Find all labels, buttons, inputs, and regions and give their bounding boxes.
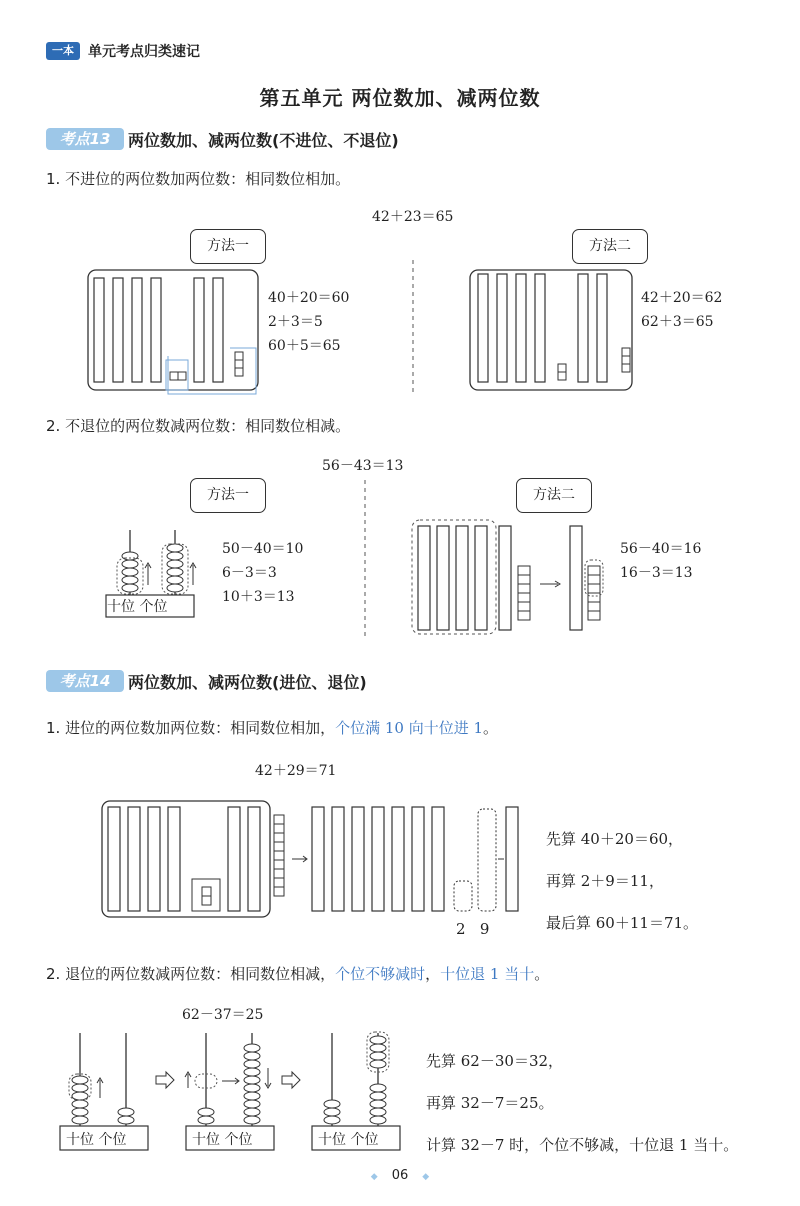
step: 56－40＝16: [620, 541, 702, 557]
brand-logo: 一本: [46, 42, 80, 60]
kaodian14-badge: 考点14: [46, 670, 124, 692]
kaodian14-title: 两位数加、减两位数(进位、退位): [128, 673, 367, 692]
text: 2. 退位的两位数减两位数：相同数位相减，: [46, 965, 336, 983]
k13-item2-equation: 56－43＝13: [322, 458, 404, 474]
k13-item1-equation: 42＋23＝65: [372, 209, 454, 225]
step: 计算 32－7 时，个位不够减，十位退 1 当十。: [426, 1136, 739, 1154]
text: ，: [425, 965, 441, 983]
k14-digits: 2 9: [456, 920, 490, 938]
method1-ten-rods: [94, 278, 223, 382]
k13-abacus-label: 十位 个位: [107, 599, 168, 615]
k14-item1-steps: [546, 818, 698, 944]
step: 50－40＝10: [222, 541, 304, 557]
method2-frame: [470, 270, 632, 390]
k13-item1-method1-label: 方法一: [190, 229, 266, 264]
step: 最后算 60＋11＝71。: [546, 914, 699, 932]
step: 42＋20＝62: [641, 290, 723, 306]
k13-item1-method2-steps: [641, 286, 722, 334]
step: 2＋3＝5: [268, 314, 323, 330]
k13-item2-method2-label: 方法二: [516, 478, 592, 513]
step: 6－3＝3: [222, 565, 277, 581]
k14-item2-steps: [426, 1040, 738, 1166]
highlight: 十位退 1 当十: [440, 965, 535, 983]
header-title: 单元考点归类速记: [88, 44, 200, 60]
page-number-text: 06: [391, 1168, 409, 1183]
step: 先算 62－30＝32，: [426, 1052, 564, 1070]
method2-unit-cubes: [558, 348, 630, 380]
k13-item1-text: 1. 不进位的两位数加两位数：相同数位相加。: [46, 170, 351, 188]
kaodian13-badge: 考点13: [46, 128, 124, 150]
step: 先算 40＋20＝60，: [546, 830, 684, 848]
step: 62＋3＝65: [641, 314, 714, 330]
k14-item1-diagram: [96, 795, 536, 925]
k14-item2-text: [46, 963, 549, 984]
method2-ten-rods: [478, 274, 607, 382]
text: 。: [534, 965, 550, 983]
k14-abacus-label-2: 十位 个位: [192, 1132, 253, 1148]
k13-item2-method1-label: 方法一: [190, 478, 266, 513]
k14-item2-equation: 62－37＝25: [182, 1007, 264, 1023]
k13-item1-method1-steps: [268, 286, 349, 358]
decor-icon: ◆: [370, 1172, 378, 1182]
method1-unit-cubes: [170, 352, 243, 380]
k14-abacus-label-3: 十位 个位: [318, 1132, 379, 1148]
page-number: [0, 1168, 800, 1183]
k13-item2-diagram: [100, 480, 620, 640]
k13-item2-text: 2. 不退位的两位数减两位数：相同数位相减。: [46, 417, 351, 435]
k13-item2-method2-steps: [620, 537, 701, 585]
unit-title: 第五单元 两位数加、减两位数: [259, 86, 541, 110]
highlight: 个位不够减时: [335, 965, 426, 983]
highlight: 个位满 10 向十位进 1: [335, 719, 484, 737]
step: 10＋3＝13: [222, 589, 295, 605]
text: 。: [483, 719, 499, 737]
step: 60＋5＝65: [268, 338, 341, 354]
decor-icon: ◆: [422, 1172, 430, 1182]
k13-item2-method1-steps: [222, 537, 303, 609]
abacus-beads: [122, 544, 183, 592]
step: 40＋20＝60: [268, 290, 350, 306]
step: 再算 2＋9＝11，: [546, 872, 664, 890]
k14-item1-equation: 42＋29＝71: [255, 763, 337, 779]
kaodian13-title: 两位数加、减两位数(不进位、不退位): [128, 131, 399, 150]
k13-item1-method2-label: 方法二: [572, 229, 648, 264]
text: 1. 进位的两位数加两位数：相同数位相加，: [46, 719, 336, 737]
hollow-arrow-icon: [156, 1072, 174, 1088]
step: 再算 32－7＝25。: [426, 1094, 554, 1112]
k14-abacus-label-1: 十位 个位: [66, 1132, 127, 1148]
k13-item1-diagram: [80, 260, 723, 400]
k14-item1-text: [46, 717, 498, 738]
step: 16－3＝13: [620, 565, 693, 581]
